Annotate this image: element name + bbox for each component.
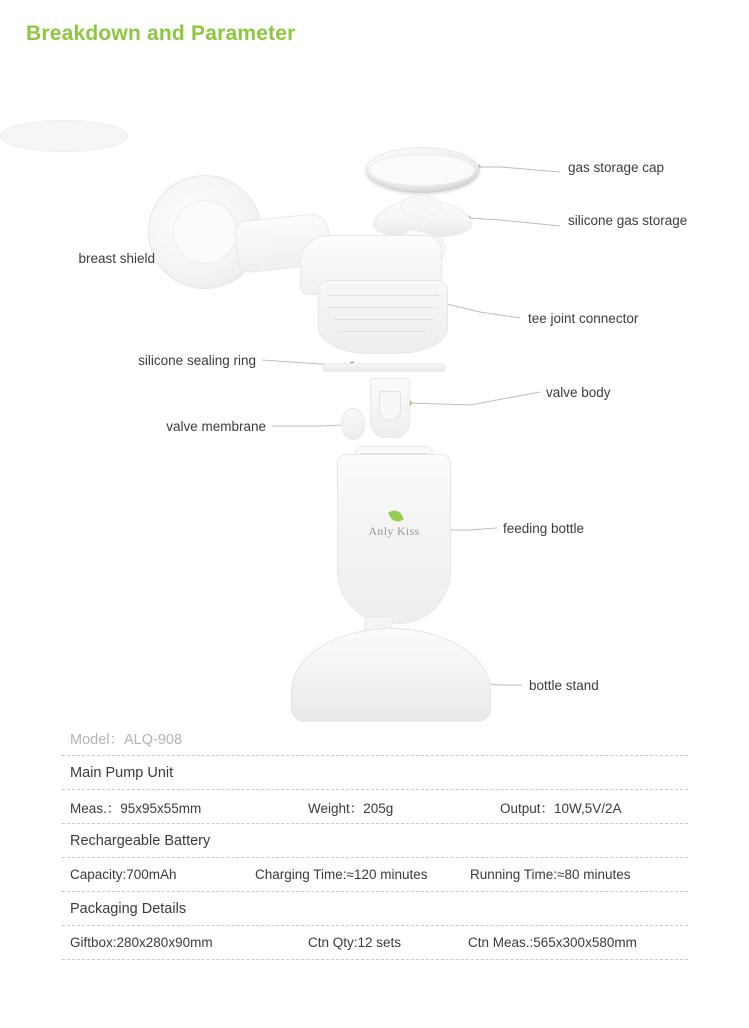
section-heading: Main Pump Unit xyxy=(70,764,174,781)
spec-cell-ctn-qty: Ctn Qty:12 sets xyxy=(308,935,402,950)
label-gas-storage-cap: gas storage cap xyxy=(568,160,665,175)
spec-row-packaging-values xyxy=(62,926,688,960)
spec-row-model xyxy=(62,722,688,756)
label-valve-membrane: valve membrane xyxy=(166,419,266,434)
spec-row-main-pump-values xyxy=(62,790,688,824)
gas-storage-cap-inner xyxy=(369,154,475,186)
spec-cell-weight: Weight：205g xyxy=(308,800,394,816)
section-heading: Packaging Details xyxy=(70,900,187,917)
exploded-diagram xyxy=(0,120,749,730)
label-valve-body: valve body xyxy=(546,385,611,400)
spec-row-main-pump-heading xyxy=(62,756,688,790)
model-label: Model： xyxy=(70,732,124,748)
spec-cell-meas: Meas.：95x95x55mm xyxy=(70,800,202,816)
model-value: ALQ-908 xyxy=(124,732,183,748)
tee-joint-skirt xyxy=(318,280,448,354)
spec-cell-running-time: Running Time:≈80 minutes xyxy=(470,867,631,882)
specification-table xyxy=(62,722,688,960)
label-bottle-stand: bottle stand xyxy=(529,678,599,693)
bottle-stand-dish xyxy=(0,120,128,152)
label-tee-joint-connector: tee joint connector xyxy=(528,311,639,326)
feeding-bottle-part xyxy=(337,454,451,624)
section-heading: Rechargeable Battery xyxy=(70,832,211,849)
label-feeding-bottle: feeding bottle xyxy=(503,521,585,536)
spec-cell-giftbox: Giftbox:280x280x90mm xyxy=(70,935,213,950)
spec-cell-output: Output：10W,5V/2A xyxy=(500,800,622,816)
model-cell xyxy=(62,722,190,755)
spec-cell-capacity: Capacity:700mAh xyxy=(70,867,177,882)
label-silicone-gas-storage: silicone gas storage xyxy=(568,213,688,228)
silicone-sealing-ring-part xyxy=(322,363,446,372)
spec-cell-charging-time: Charging Time:≈120 minutes xyxy=(255,867,428,882)
bottle-brand-text: Anly Kiss xyxy=(368,524,420,538)
spec-cell-ctn-meas: Ctn Meas.:565x300x580mm xyxy=(468,935,637,950)
valve-membrane-part xyxy=(341,408,365,440)
spec-row-battery-heading xyxy=(62,824,688,858)
bottle-stand-part xyxy=(291,628,491,722)
spec-row-packaging-heading xyxy=(62,892,688,926)
label-breast-shield: breast shield xyxy=(78,251,155,266)
spec-row-battery-values xyxy=(62,858,688,892)
valve-body-part xyxy=(370,378,410,438)
page-title: Breakdown and Parameter xyxy=(26,22,296,45)
label-silicone-sealing-ring: silicone sealing ring xyxy=(138,353,256,368)
